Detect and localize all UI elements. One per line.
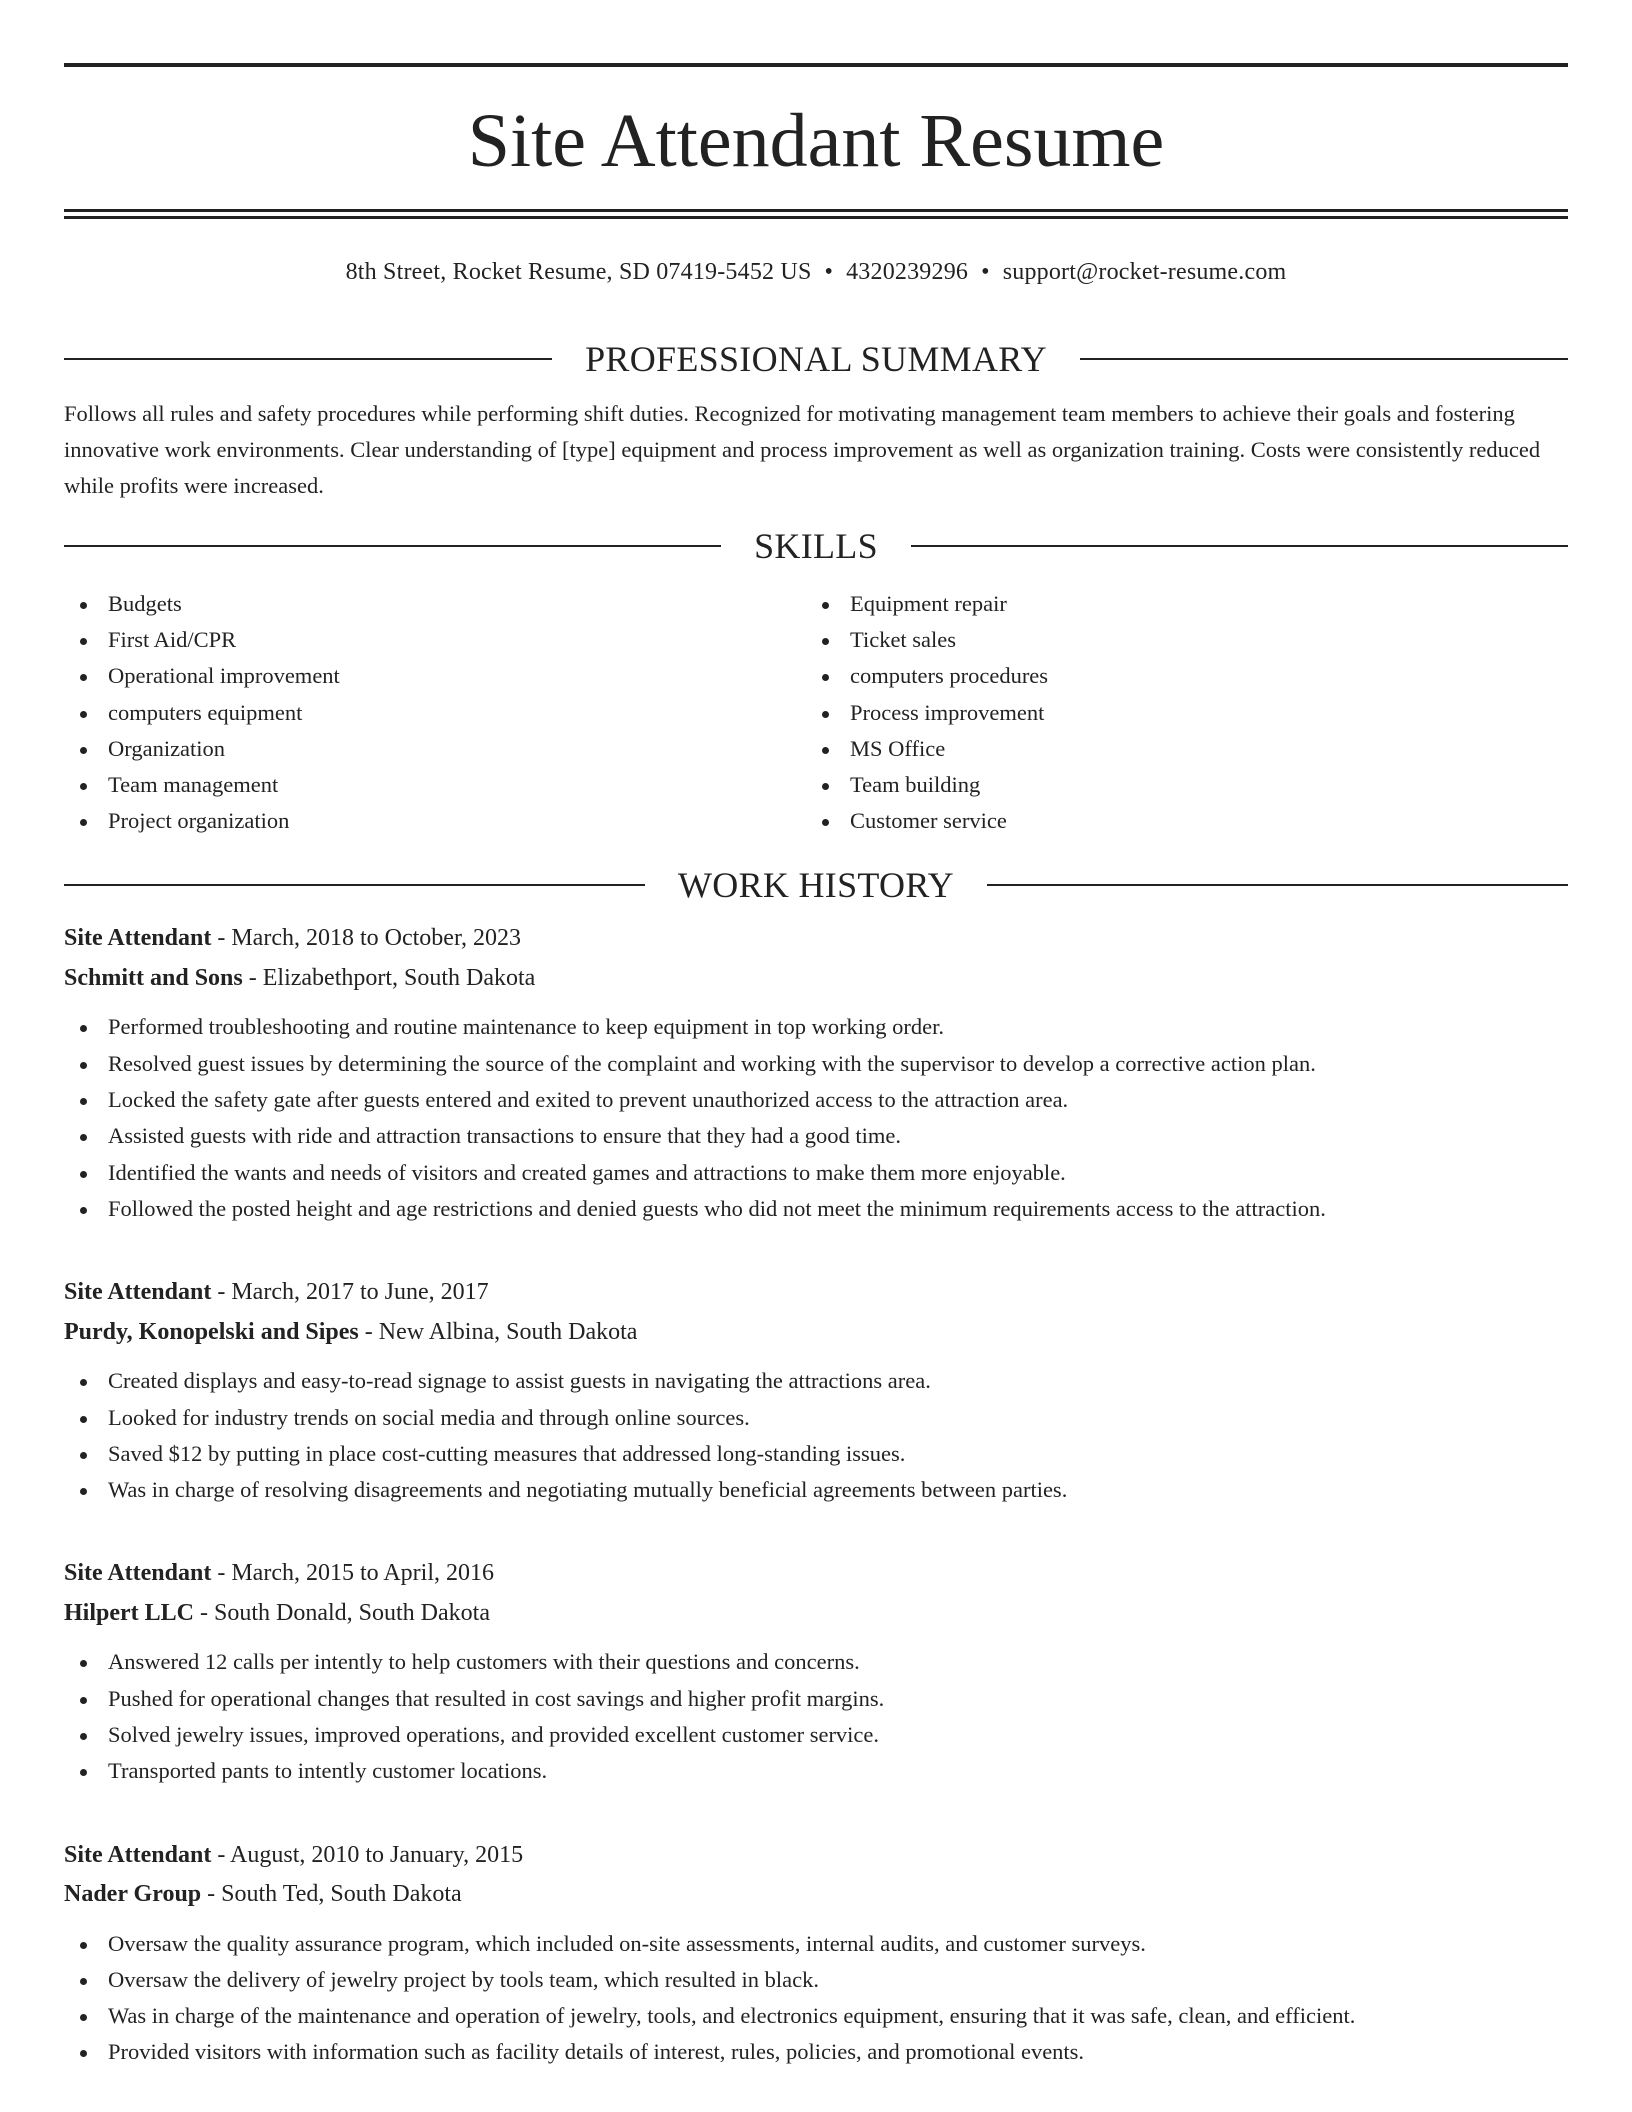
resume-page xyxy=(64,63,1568,2071)
job-duties-list xyxy=(64,1926,1568,2071)
heading-rule xyxy=(64,545,721,547)
heading-rule xyxy=(64,358,552,360)
job-entry xyxy=(64,1273,1568,1508)
job-dash: - xyxy=(242,964,263,991)
job-dash: - xyxy=(211,1560,232,1587)
job-duties-list xyxy=(64,1363,1568,1508)
job-title: Site Attendant xyxy=(64,1560,212,1587)
job-duties-list xyxy=(64,1644,1568,1789)
skill-item: Customer service xyxy=(806,803,1548,839)
job-title: Site Attendant xyxy=(64,1841,212,1868)
title-double-rule xyxy=(64,209,1568,219)
job-entry xyxy=(64,919,1568,1227)
top-rule xyxy=(64,63,1568,67)
job-company: Schmitt and Sons xyxy=(64,964,243,991)
job-entry xyxy=(64,1836,1568,2071)
job-duty-item: Was in charge of resolving disagreements and negotiating mutually beneficial agreements between parties. xyxy=(64,1472,1568,1508)
contact-separator: • xyxy=(824,259,834,285)
skill-item: Project organization xyxy=(64,803,806,839)
job-duty-item: Created displays and easy-to-read signage to assist guests in navigating the attractions area. xyxy=(64,1363,1568,1399)
summary-text: Follows all rules and safety procedures while performing shift duties. Recognized for motivating management team members to achieve their goals and fostering innovative work environments. Clear understanding of [type] equipment and process improvement as well as organization training. Costs were consistently reduced while profits were increased. xyxy=(64,401,1541,498)
section-title: SKILLS xyxy=(754,526,878,566)
job-title: Site Attendant xyxy=(64,925,212,952)
section-heading-skills xyxy=(64,524,1568,568)
job-duty-item: Pushed for operational changes that resulted in cost savings and higher profit margins. xyxy=(64,1681,1568,1717)
heading-rule xyxy=(64,884,645,886)
job-title-row xyxy=(64,919,1568,959)
skill-item: Team management xyxy=(64,767,806,803)
skill-item: computers procedures xyxy=(806,658,1548,694)
job-duty-item: Followed the posted height and age restrictions and denied guests who did not meet the minimum requirements access to the attraction. xyxy=(64,1191,1568,1227)
skill-item: Budgets xyxy=(64,586,806,622)
job-company-row xyxy=(64,1594,1568,1634)
heading-rule xyxy=(1080,358,1568,360)
job-duties-list xyxy=(64,1009,1568,1227)
job-company-row xyxy=(64,1875,1568,1915)
work-history-list xyxy=(64,919,1568,2070)
job-duty-item: Oversaw the quality assurance program, which included on-site assessments, internal audits, and customer surveys. xyxy=(64,1926,1568,1962)
skill-item: First Aid/CPR xyxy=(64,622,806,658)
job-duty-item: Identified the wants and needs of visitors and created games and attractions to make them more enjoyable. xyxy=(64,1155,1568,1191)
job-duty-item: Performed troubleshooting and routine maintenance to keep equipment in top working order. xyxy=(64,1009,1568,1045)
job-duty-item: Was in charge of the maintenance and operation of jewelry, tools, and electronics equipment, ensuring that it was safe, clean, and efficient. xyxy=(64,1998,1568,2034)
skill-item: computers equipment xyxy=(64,695,806,731)
job-dash: - xyxy=(211,1279,232,1306)
skill-item: Organization xyxy=(64,731,806,767)
job-company-row xyxy=(64,1313,1568,1353)
job-duty-item: Oversaw the delivery of jewelry project by tools team, which resulted in black. xyxy=(64,1962,1568,1998)
job-duty-item: Provided visitors with information such as facility details of interest, rules, policies, and promotional events. xyxy=(64,2034,1568,2070)
section-heading-summary xyxy=(64,337,1568,381)
contact-separator: • xyxy=(981,259,990,285)
job-company: Hilpert LLC xyxy=(64,1599,194,1626)
resume-title: Site Attendant Resume xyxy=(467,99,1165,183)
job-dates: March, 2017 to June, 2017 xyxy=(231,1279,489,1306)
contact-email: support@rocket-resume.com xyxy=(1002,259,1287,285)
skill-item: Process improvement xyxy=(806,695,1548,731)
job-company: Nader Group xyxy=(64,1881,202,1908)
job-dash: - xyxy=(358,1318,379,1345)
skill-item: Team building xyxy=(806,767,1548,803)
job-dates: March, 2018 to October, 2023 xyxy=(231,925,521,952)
contact-line xyxy=(64,260,1568,288)
job-title-row xyxy=(64,1273,1568,1313)
job-duty-item: Assisted guests with ride and attraction transactions to ensure that they had a good time. xyxy=(64,1118,1568,1154)
job-title: Site Attendant xyxy=(64,1279,212,1306)
job-company: Purdy, Konopelski and Sipes xyxy=(64,1318,359,1345)
skill-item: Operational improvement xyxy=(64,658,806,694)
job-company-row xyxy=(64,959,1568,999)
job-location: New Albina, South Dakota xyxy=(378,1318,638,1345)
job-location: Elizabethport, South Dakota xyxy=(262,964,536,991)
skill-item: Equipment repair xyxy=(806,586,1548,622)
job-location: South Ted, South Dakota xyxy=(221,1881,462,1908)
job-dash: - xyxy=(194,1599,214,1626)
job-duty-item: Resolved guest issues by determining the source of the complaint and working with the supervisor to develop a corrective action plan. xyxy=(64,1046,1568,1082)
job-duty-item: Saved $12 by putting in place cost-cutting measures that addressed long-standing issues. xyxy=(64,1436,1568,1472)
skills-list xyxy=(64,586,1568,839)
job-entry xyxy=(64,1554,1568,1789)
section-title: PROFESSIONAL SUMMARY xyxy=(585,339,1047,379)
job-title-row xyxy=(64,1836,1568,1876)
job-duty-item: Solved jewelry issues, improved operations, and provided excellent customer service. xyxy=(64,1717,1568,1753)
job-location: South Donald, South Dakota xyxy=(214,1599,490,1626)
job-dash: - xyxy=(201,1881,222,1908)
skills-column-right xyxy=(806,586,1548,839)
heading-rule xyxy=(911,545,1568,547)
job-dash: - xyxy=(211,925,232,952)
heading-rule xyxy=(987,884,1568,886)
job-duty-item: Answered 12 calls per intently to help customers with their questions and concerns. xyxy=(64,1644,1568,1680)
job-duty-item: Locked the safety gate after guests entered and exited to prevent unauthorized access to the attraction area. xyxy=(64,1082,1568,1118)
skill-item: MS Office xyxy=(806,731,1548,767)
skill-item: Ticket sales xyxy=(806,622,1548,658)
contact-phone: 4320239296 xyxy=(846,259,969,285)
skills-column-left xyxy=(64,586,806,839)
job-dates: March, 2015 to April, 2016 xyxy=(231,1560,494,1587)
job-duty-item: Looked for industry trends on social media and through online sources. xyxy=(64,1400,1568,1436)
job-duty-item: Transported pants to intently customer locations. xyxy=(64,1753,1568,1789)
section-heading-work-history xyxy=(64,863,1568,907)
job-title-row xyxy=(64,1554,1568,1594)
job-dates: August, 2010 to January, 2015 xyxy=(230,1841,524,1868)
section-title: WORK HISTORY xyxy=(678,865,954,906)
contact-address: 8th Street, Rocket Resume, SD 07419-5452 US xyxy=(345,259,812,285)
job-dash: - xyxy=(211,1841,231,1868)
